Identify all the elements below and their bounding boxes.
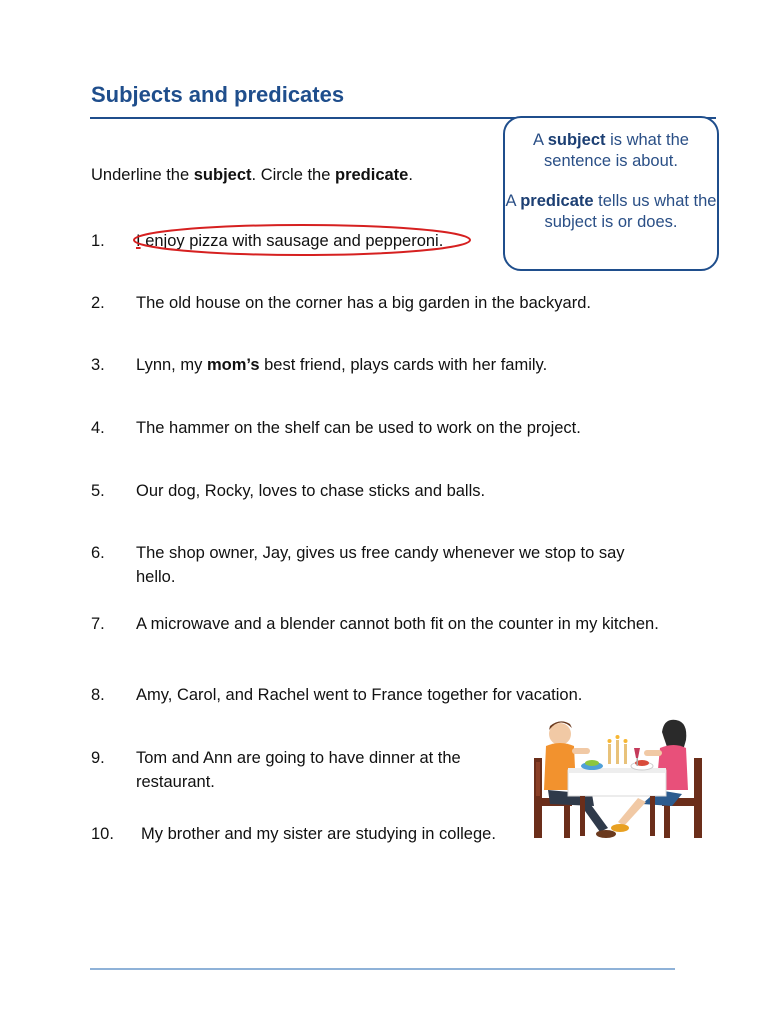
- page-title: Subjects and predicates: [91, 82, 345, 107]
- couple-dining-illustration: [522, 710, 712, 845]
- predicate-definition: A predicate tells us what the subject is or does.: [505, 192, 717, 231]
- example-predicate: enjoy pizza with sausage and pepperoni.: [145, 232, 444, 250]
- predicate-circle: [131, 222, 474, 258]
- instructions: Underline the subject. Circle the predicate.: [91, 166, 413, 184]
- definition-box: [503, 116, 719, 271]
- example-subject: I: [136, 232, 141, 250]
- footer-divider: [90, 968, 675, 970]
- subject-definition: A subject is what the sentence is about.: [533, 131, 689, 170]
